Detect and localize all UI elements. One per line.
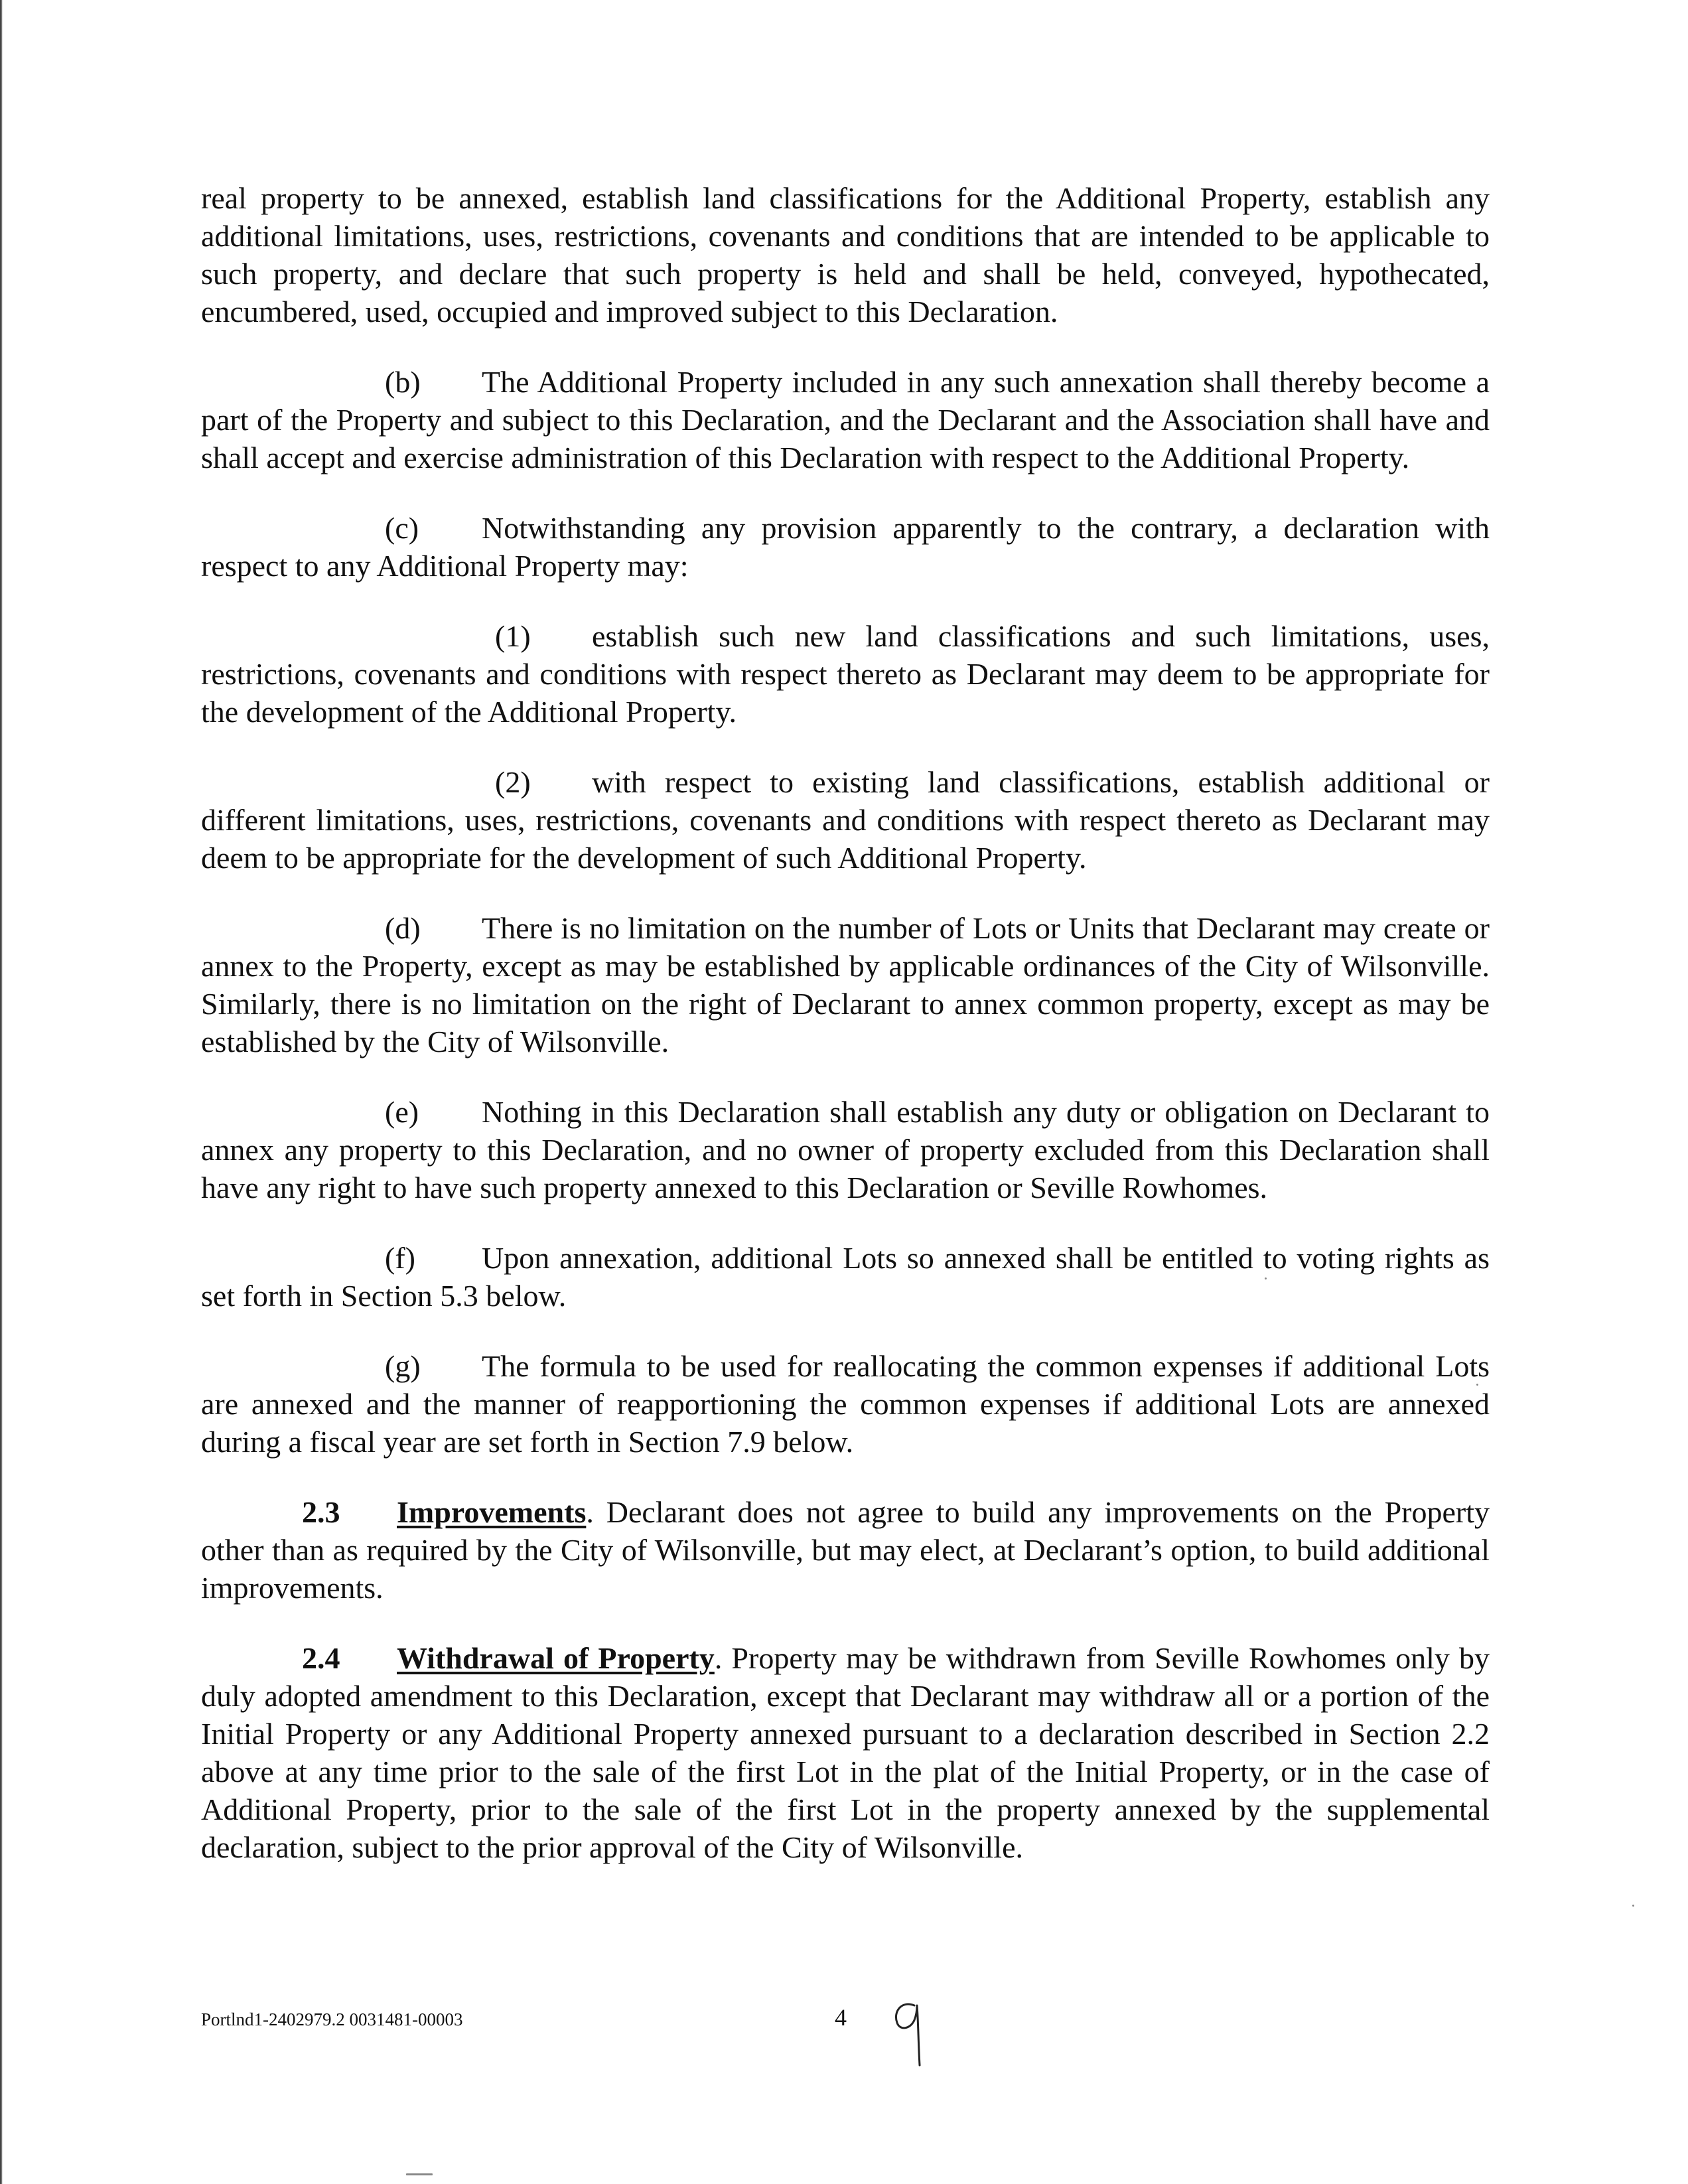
paragraph-f — [201, 1239, 1490, 1315]
paragraph-c-2 — [201, 763, 1490, 877]
paragraph-c — [201, 509, 1490, 585]
paragraph-text: The Additional Property included in any such annexation shall thereby become a part of the Property and subject to this Declaration, and the Declarant and the Association shall have and shall accept and exercise administration of this Declaration with respect to the Additional Property. — [201, 365, 1490, 474]
paragraph-text: The formula to be used for reallocating the common expenses if additional Lots are annexed and the manner of reapportioning the common expenses if additional Lots are annexed during a fiscal year are set forth in Section 7.9 below. — [201, 1349, 1490, 1459]
paragraph-text: establish such new land classifications and such limitations, uses, restrictions, covenants and conditions with respect thereto as Declarant may deem to be appropriate for the development of the Additional Property. — [201, 619, 1490, 729]
section-number: 2.3 — [302, 1495, 340, 1529]
section-title: Withdrawal of Property — [397, 1641, 715, 1675]
paragraph-text: with respect to existing land classifications, establish additional or different limitations, uses, restrictions, covenants and conditions with respect thereto as Declarant may deem to be appropriate for the development of such Additional Property. — [201, 765, 1490, 875]
paragraph-b — [201, 363, 1490, 476]
paragraph-text: Notwithstanding any provision apparently to the contrary, a declaration with respect to any Additional Property may: — [201, 511, 1490, 583]
paragraph-label: (1) — [495, 619, 531, 653]
footer-document-id: Portlnd1-2402979.2 0031481-00003 — [201, 2009, 463, 2029]
section-number: 2.4 — [302, 1641, 340, 1675]
paragraph-g — [201, 1347, 1490, 1461]
paragraph-text: Nothing in this Declaration shall establish any duty or obligation on Declarant to annex any property to this Declaration, and no owner of property excluded from this Declaration shall have any right to have such property annexed to this Declaration or Seville Rowhomes. — [201, 1095, 1490, 1204]
paragraph-e — [201, 1093, 1490, 1206]
paragraph-label: (2) — [495, 765, 531, 799]
document-body — [201, 179, 1490, 1899]
paragraph-text: Upon annexation, additional Lots so annexed shall be entitled to voting rights as set forth in Section 5.3 below. — [201, 1241, 1490, 1313]
handwritten-page-mark — [888, 1996, 934, 2069]
page-number: 4 — [835, 2004, 847, 2031]
paragraph-label: (g) — [385, 1349, 421, 1383]
scan-speck — [1265, 1277, 1267, 1279]
paragraph-label: (d) — [385, 911, 421, 945]
paragraph-c-1 — [201, 617, 1490, 731]
paragraph-label: (f) — [385, 1241, 415, 1275]
scan-speck — [406, 2173, 433, 2175]
paragraph-text: real property to be annexed, establish land classifications for the Additional Property, establish any additional limitations, uses, restrictions, covenants and conditions that are intended to be applicable to such property, and declare that such property is held and shall be held, conveyed, hypothecated, encumbered, used, occupied and improved subject to this Declaration. — [201, 181, 1490, 328]
section-2-4-withdrawal — [201, 1639, 1490, 1866]
section-text: . Property may be withdrawn from Seville Rowhomes only by duly adopted amendment to this Declaration, except that Declarant may withdraw all or a portion of the Initial Property or any Additional Property annexed pursuant to a declaration described in Section 2.2 above at any time prior to the sale of the first Lot in the plat of the Initial Property, or in the case of Additional Property, prior to the sale of the first Lot in the property annexed by the supplemental declaration, subject to the prior approval of the City of Wilsonville. — [201, 1641, 1490, 1864]
scan-edge — [0, 0, 3, 2184]
scan-speck — [1632, 1905, 1634, 1907]
paragraph-label: (c) — [385, 511, 419, 545]
scan-speck — [1476, 1384, 1478, 1386]
paragraph-label: (e) — [385, 1095, 419, 1129]
paragraph-continuation — [201, 179, 1490, 330]
section-title: Improvements — [397, 1495, 587, 1529]
section-2-3-improvements — [201, 1493, 1490, 1607]
paragraph-d — [201, 909, 1490, 1060]
paragraph-text: There is no limitation on the number of Lots or Units that Declarant may create or annex to the Property, except as may be established by applicable ordinances of the City of Wilsonville. Similarly, there is no limitation on the right of Declarant to annex common property, except as may be established by the City of Wilsonville. — [201, 911, 1490, 1058]
section-text: . Declarant does not agree to build any improvements on the Property other than as required by the City of Wilsonville, but may elect, at Declarant’s option, to build additional improvements. — [201, 1495, 1490, 1605]
paragraph-label: (b) — [385, 365, 421, 399]
